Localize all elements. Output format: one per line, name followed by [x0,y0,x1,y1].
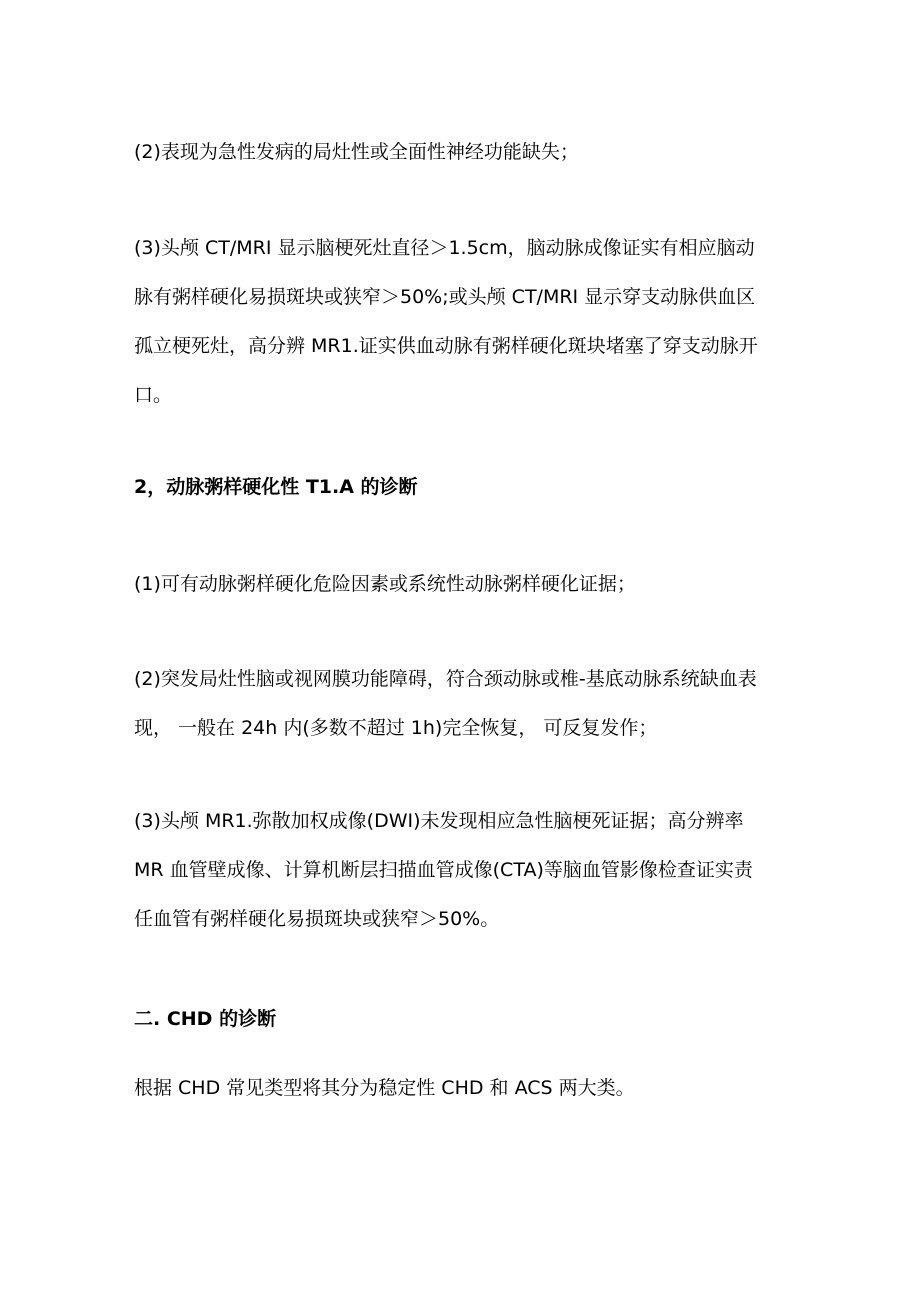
paragraph-chd-types [134,1064,794,1113]
section-heading-chd [134,995,794,1044]
text-line: (3)头颅 MR1.弥散加权成像(DWI)未发现相应急性脑梗死证据；高分辨率 [134,810,744,832]
text-line: 任血管有粥样硬化易损斑块或狭窄＞50%。 [134,908,500,930]
text-line: (1)可有动脉粥样硬化危险因素或系统性动脉粥样硬化证据； [134,573,636,595]
text-line: 脉有粥样硬化易损斑块或狭窄＞50%;或头颅 CT/MRI 显示穿支动脉供血区 [134,286,756,308]
heading-text: 二. CHD 的诊断 [134,1008,277,1030]
section-heading-tia [134,463,794,512]
paragraph-acute-onset [134,128,794,177]
text-line: MR 血管壁成像、计算机断层扫描血管成像(CTA)等脑血管影像检查证实责 [134,859,753,881]
text-line: 根据 CHD 常见类型将其分为稳定性 CHD 和 ACS 两大类。 [134,1077,635,1099]
text-line: 现， 一般在 24h 内(多数不超过 1h)完全恢复， 可反复发作； [134,717,658,739]
text-line: 孤立梗死灶，高分辨 MR1.证实供血动脉有粥样硬化斑块堵塞了穿支动脉开 [134,335,758,357]
paragraph-imaging-infarct [134,224,794,420]
text-line: (3)头颅 CT/MRI 显示脑梗死灶直径＞1.5cm，脑动脉成像证实有相应脑动 [134,237,755,259]
paragraph-dwi-imaging [134,797,794,944]
text-line: (2)表现为急性发病的局灶性或全面性神经功能缺失； [134,141,579,163]
text-line: 口。 [134,384,173,406]
heading-text: 2，动脉粥样硬化性 T1.A 的诊断 [134,476,418,498]
text-line: (2)突发局灶性脑或视网膜功能障碍，符合颈动脉或椎-基底动脉系统缺血表 [134,668,757,690]
paragraph-risk-factors [134,560,794,609]
paragraph-sudden-dysfunction [134,655,794,753]
